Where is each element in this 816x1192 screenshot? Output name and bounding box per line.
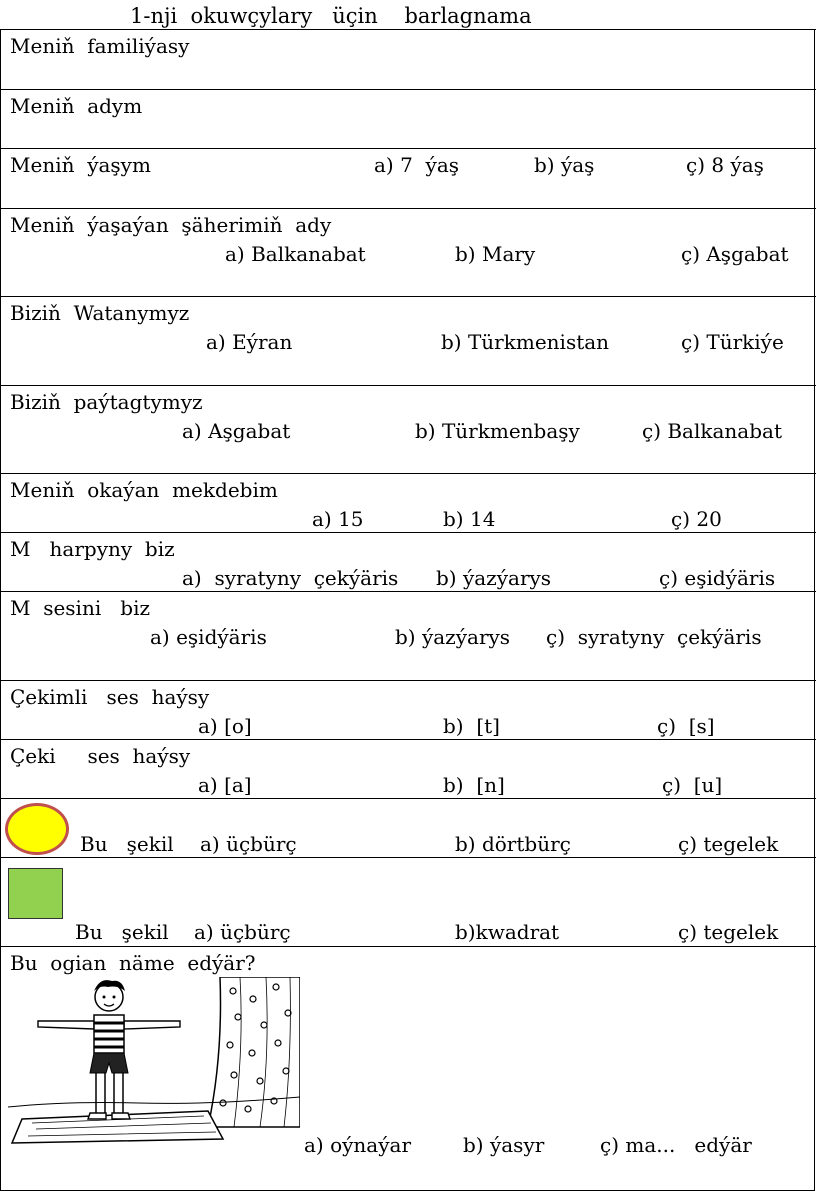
option-b: b) Türkmenbaşy [415,419,580,443]
question-row-square-shape [0,857,816,946]
option-c: ç) syratyny çekýäris [546,625,762,649]
question-text: Meniň adym [10,94,143,118]
question-text: M harpyny biz [10,537,175,561]
option-b: b) 14 [443,507,496,531]
option-c: ç) tegelek [678,832,779,856]
option-c: ç) eşidýäris [659,566,776,590]
yellow-circle-shape [5,803,69,855]
question-text: Çekimli ses haýsy [10,685,210,709]
option-a: a) 15 [312,507,364,531]
option-a: a) [a] [198,773,252,797]
option-b: b) ýaş [534,153,595,177]
option-a: a) Balkanabat [225,242,366,266]
question-text: Bu şekil [75,920,169,944]
question-row-age [0,148,816,208]
question-text: Meniň okaýan mekdebim [10,478,278,502]
option-c: ç) [s] [657,714,715,738]
option-a: a) eşidýäris [150,625,267,649]
option-a: a) 7 ýaş [374,153,460,177]
question-row-surname [0,29,816,89]
question-row-school [0,473,816,532]
option-c: ç) 20 [671,507,722,531]
question-row-circle-shape [0,798,816,857]
option-c: ç) tegelek [678,920,779,944]
option-b: b) [t] [443,714,500,738]
option-a: a) [o] [198,714,252,738]
option-c: ç) [u] [662,773,723,797]
question-text: Bu ogian näme edýär? [10,951,256,975]
option-b: b) Türkmenistan [441,330,610,354]
question-text: Biziň paýtagtymyz [10,390,203,414]
question-text: Meniň ýaşym [10,153,151,177]
question-row-letter [0,532,816,591]
option-a: a) oýnaýar [304,1133,412,1157]
option-b: b)kwadrat [455,920,560,944]
option-c: ç) Balkanabat [642,419,782,443]
option-c: ç) 8 ýaş [686,153,764,177]
boy-exercising-illustration [8,977,300,1145]
question-table [0,29,816,1190]
question-row-homeland [0,296,816,385]
option-b: b) [n] [443,773,505,797]
question-row-city [0,208,816,296]
question-row-vowel [0,680,816,739]
option-a: a) üçbürç [194,920,291,944]
option-b: b) Mary [455,242,536,266]
option-b: b) ýazýarys [395,625,511,649]
question-row-name [0,89,816,148]
question-text: Bu şekil [80,832,174,856]
question-text: Çeki ses haýsy [10,744,191,768]
option-a: a) Eýran [206,330,293,354]
question-row-consonant [0,739,816,798]
option-c: ç) Aşgabat [681,242,789,266]
question-row-picture [0,946,816,1190]
option-c: ç) Türkiýe [681,330,784,354]
question-row-sound [0,591,816,680]
option-a: a) Aşgabat [182,419,291,443]
green-square-shape [8,868,63,919]
question-text: Meniň ýaşaýan şäherimiň ady [10,213,332,237]
option-c: ç) ma... edýär [600,1133,752,1157]
option-a: a) syratyny çekýäris [182,566,399,590]
option-b: b) ýasyr [463,1133,545,1157]
option-b: b) dörtbürç [455,832,571,856]
option-b: b) ýazýarys [436,566,552,590]
option-a: a) üçbürç [200,832,297,856]
question-text: Meniň familiýasy [10,34,190,58]
question-text: Biziň Watanymyz [10,301,190,325]
question-row-capital [0,385,816,473]
test-title: 1-nji okuwçylary üçin barlagnama [130,4,532,28]
question-text: M sesini biz [10,596,151,620]
